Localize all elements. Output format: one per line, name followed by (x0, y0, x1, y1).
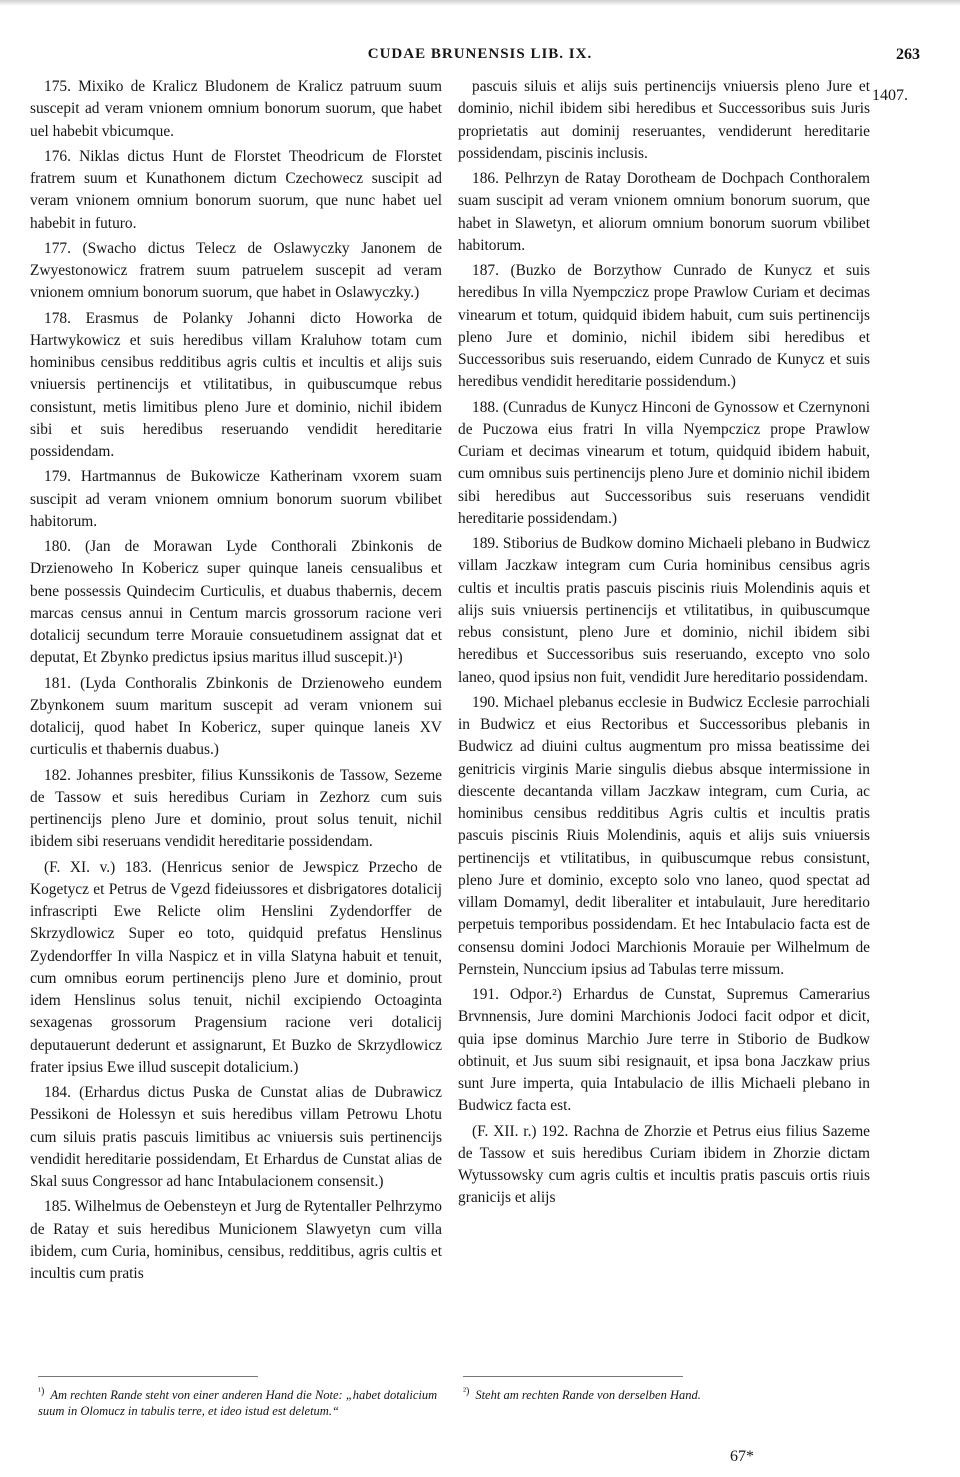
entry-182: 182. Johannes presbiter, filius Kunssikonis de Tassow, Sezeme de Tassow et suis heredibus Curiam in Zezhorz cum suis pertinencijs pleno Jure et dominio, prout solus tenuit, nichil ibidem sibi reseruans vendidit hereditarie possidendam. (30, 766, 442, 851)
entry-185: 185. Wilhelmus de Oebensteyn et Jurg de Rytentaller Pelhrzymo de Ratay et suis heredibus Municionem Slawyetyn cum villa ibidem, cum Curia, hominibus, censibus, redditibus, agris cultis et incultis cum pratis (30, 1198, 442, 1282)
signature-mark: 67* (730, 1448, 754, 1465)
left-column (30, 76, 442, 1288)
footnote-divider-left (38, 1376, 258, 1377)
entry-188: 188. (Cunradus de Kunycz Hinconi de Gynossow et Czernynoni de Puczowa eius fratri In villa Nyempczicz prope Prawlow Curiam et decimas vinearum et totum, quidquid ibidem habuit, cum omnibus suis pertinencijs pleno Jure et dominio nichil ibidem sibi heredibus aut Successoribus suis reseruans vendidit hereditarie possidendam.) (458, 398, 870, 527)
running-head: CUDAE BRUNENSIS LIB. IX. (367, 46, 593, 62)
entry-178: 178. Erasmus de Polanky Johanni dicto Howorka de Hartwykowicz et suis heredibus villam Kraluhow totam cum hominibus censibus redditibus agris cultis et incultis et alijs suis vniuersis pertinencijs et vtilitatibus, in quibuscumque rebus consistunt, metis limitibus pleno Jure et dominio, nichil ibidem sibi et suis heredibus reseruando vendidit hereditarie possidendam. (30, 309, 442, 460)
entry-183: (F. XI. v.) 183. (Henricus senior de Jewspicz Przecho de Kogetycz et Petrus de Vgezd fideiussores et disbrigatores dotalicij infrascripti Ewe Relicte olim Henslini Zydendorffer de Skrzydlowicz Super eo toto, quidquid prefatus Henslinus Zydendorffer In villa Naspicz et in villa Slatyna habuit et tenuit, cum omnibus eorum pertinencijs pleno Jure et dominio, prout idem Henslinus solus tenuit, nichil excipiendo Octoaginta sexagenas grossorum Pragensium racione veri dotalicij deputauerunt dederunt et assignarunt, Et Buzko de Skrzydlowicz frater ipsius Ewe illud suscepit dotalicium.) (30, 858, 442, 1076)
entry-184: 184. (Erhardus dictus Puska de Cunstat alias de Dubrawicz Pessikoni de Holessyn et suis heredibus villam Petrowu Lhotu cum siluis pratis pascuis limitibus ac vniuersis suis pertinencijs vendidit hereditarie possidendam, Et Erhardus de Cunstat alias de Skal suus Congressor ad hanc Intabulacionem consensit.) (30, 1084, 442, 1190)
footnote-2-marker: ²) (463, 1386, 470, 1397)
entry-179: 179. Hartmannus de Bukowicze Katherinam vxorem suam suscipit ad veram vnionem omnium bonorum suorum vbilibet habitorum. (30, 468, 442, 530)
entry-180: 180. (Jan de Morawan Lyde Conthorali Zbinkonis de Drzienoweho In Kobericz super quinque laneis censualibus et bene possessis Quindecim Curticulis, et duabus thabernis, decem marcas census annui in Centum marcis grossorum racione veri dotalicij secundum terre Morauie consuetudinem assignat dat et deputat, Et Zbynko predictus ipsius maritus illud suscepit.)¹) (30, 538, 442, 667)
entry-185-continued: pascuis siluis et alijs suis pertinencijs vniuersis pleno Jure et dominio, nichil ibidem sibi heredibus et Successoribus suis Juris proprietatis aut dominij reseruantes, vendiderunt hereditarie possidendam, piscinis inclusis. (458, 78, 870, 162)
page-number: 263 (896, 46, 920, 63)
page-header (40, 46, 920, 70)
entry-187: 187. (Buzko de Borzythow Cunrado de Kunycz et suis heredibus In villa Nyempczicz prope Prawlow Curiam et decimas vinearum et totum, quidquid ibidem habuit, cum suis pertinencijs pleno Jure et dominio, nichil ibidem sibi heredibus et Successoribus suis reseruando, eidem Cunrado de Kunycz et suis heredibus vendidit hereditarie possidendum.) (458, 262, 870, 391)
footnote-1 (38, 1384, 440, 1419)
footnote-2 (463, 1384, 903, 1403)
margin-year: 1407. (872, 87, 908, 104)
footnote-1-text: Am rechten Rande steht von einer anderen Hand die Note: „habet dotalicium suum in Olomucz in tabulis terre, et ideo istud est deletum.“ (38, 1388, 438, 1419)
entry-181: 181. (Lyda Conthoralis Zbinkonis de Drzienoweho eundem Zbynkonem suum maritum suscepit ad veram vnionem sui dotalicij, quod habet In Kobericz, super quinque laneis XV curticulis et thabernis duabus.) (30, 674, 442, 759)
scan-edge-shadow (0, 0, 960, 6)
footnote-2-text: Steht am rechten Rande von derselben Hand. (475, 1388, 701, 1403)
entry-192: (F. XII. r.) 192. Rachna de Zhorzie et Petrus eius filius Sazeme de Tassow et suis heredibus Curiam ibidem in Zhorzie dictam Wytussowsky cum agris cultis et incultis pratis pascuis ortis riuis granicijs et alijs (458, 1122, 870, 1207)
entry-191: 191. Odpor.²) Erhardus de Cunstat, Supremus Camerarius Brvnnensis, Jure domini Marchionis Jodoci facit odpor et dicit, quia ipse dominus Marchio Jure terre in Stiborio de Budkow obtinuit, et Jus suum sibi resignauit, et ipsa bona Jaczkaw prius sunt Jure imperta, quia Intabulacio de illis Michaeli plebano in Budwicz facta est. (458, 986, 870, 1115)
entry-177: 177. (Swacho dictus Telecz de Oslawyczky Janonem de Zwyestonowicz fratrem suum patruelem suscepit ad veram vnionem omnium bonorum suorum, que habet in Oslawyczky.) (30, 239, 442, 302)
entry-189: 189. Stiborius de Budkow domino Michaeli plebano in Budwicz villam Jaczkaw integram cum Curia hominibus censibus agris cultis et incultis pratis pascuis piscinis riuis Molendinis aquis et alijs suis vniuersis pertinencijs et vtilitatibus, in quibuscumque rebus consistunt, pleno Jure et dominio, nichil ibidem sibi heredibus et Successoribus suis reseruando, excepto vno solo laneo, quod ipsius non fuit, vendidit Jure hereditario possidendam. (458, 535, 870, 686)
entry-175: 175. Mixiko de Kralicz Bludonem de Kralicz patruum suum suscepit ad veram vnionem omnium bonorum suorum, que habet uel habebit vbicumque. (30, 78, 442, 140)
footnote-divider-right (463, 1376, 683, 1377)
entry-186: 186. Pelhrzyn de Ratay Dorotheam de Dochpach Conthoralem suam suscipit ad veram vnionem omnium bonorum suorum, que habet in Slawetyn, et aliorum omnium bonorum suorum vbilibet habitorum. (458, 170, 870, 254)
footnote-1-marker: ¹) (38, 1386, 45, 1397)
entry-190: 190. Michael plebanus ecclesie in Budwicz Ecclesie parrochiali in Budwicz et eius Rectoribus et Successoribus plebanis in Budwicz ad diuini cultus augmentum pro missa beatissime dei genitricis virginis Marie singulis diebus absque intermissione in diescente decantanda villam Jaczkaw integram, cum Curia, ac hominibus censibus redditibus Agris cultis et incultis pratis pascuis piscinis Riuis Molendinis, aquis et alijs suis vniuersis pertinencijs et vtilitatibus, in quibuscumque rebus consistunt, pleno Jure et dominio, excepto solo vno laneo, quod spectat ad villam Domamyl, dedit liberaliter et intabulauit, Jure hereditario perpetuis temporibus possidendam. Et hec Intabulacio facta est de consensu domini Jodoci Marchionis Morauie per Wilhelmum de Pernstein, Nunccium ipsius ad Tabulas terre missum. (458, 693, 870, 978)
entry-176: 176. Niklas dictus Hunt de Florstet Theodricum de Florstet fratrem suum et Kunathonem dictum Czechowecz suscipit ad veram vnionem omnium bonorum suorum, que nunc habet uel habebit in futuro. (30, 147, 442, 232)
right-column (458, 76, 870, 1213)
